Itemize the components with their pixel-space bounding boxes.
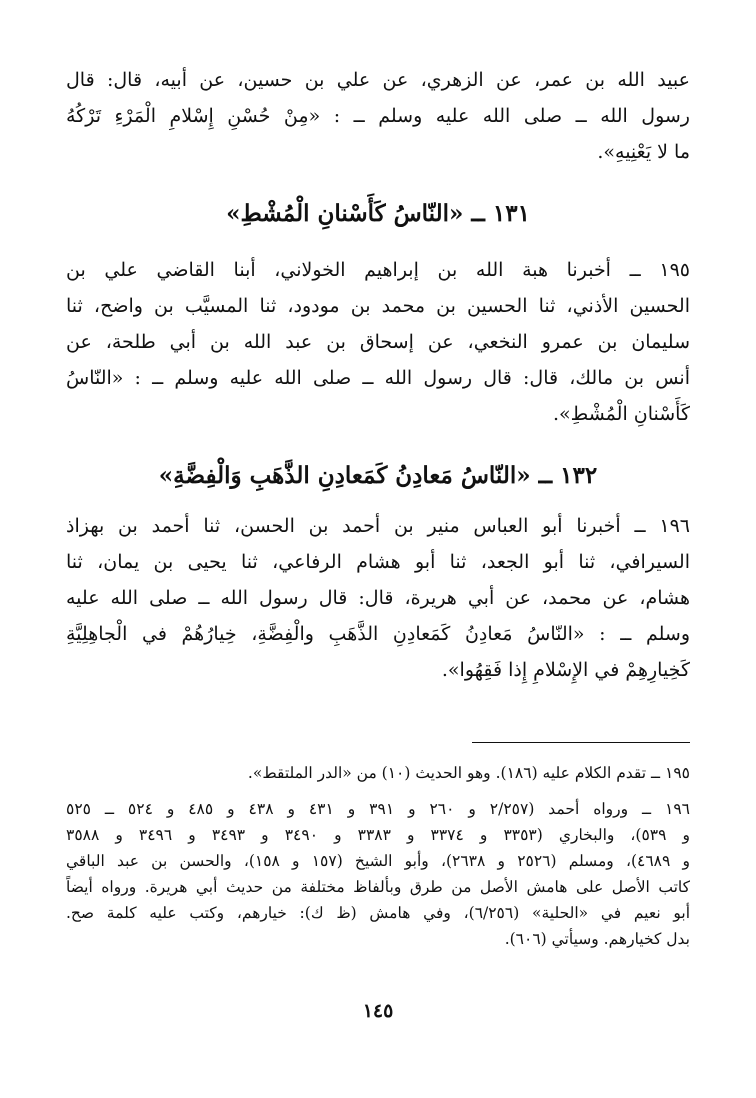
footnote-195: ١٩٥ ــ تقدم الكلام عليه (١٨٦). وهو الحديث (١٠) من «الدر الملتقط». [247,764,690,782]
heading-131: ١٣١ ــ «النّاسُ كَأَسْنانِ الْمُشْطِ» [226,200,530,227]
footnote-divider [472,742,690,743]
footnote-196-line-3: و ٤٦٨٩)، ومسلم (٢٥٢٦ و ٢٦٣٨)، وأبو الشيخ (١٥٧ و ١٥٨)، والحسن بن عبد الباقي [66,852,690,870]
hadith-196-line-4: وسلم ــ : «النّاسُ مَعادِنُ كَمَعادِنِ الذَّهَبِ والْفِضَّةِ، خِيارُهُمْ في الْجاهِلِيَّةِ [66,623,690,645]
hadith-195-line-2: الحسين الأذني، ثنا الحسين بن محمد بن مودود، ثنا المسيَّب بن واضح، ثنا [66,295,690,317]
footnote-196-line-4: كاتب الأصل على هامش الأصل من طرق وبألفاظ مختلفة من حديث أبي هريرة. ورواه أيضاً [66,878,690,896]
intro-line-2: رسول الله ــ صلى الله عليه وسلم ــ : «مِنْ حُسْنِ إِسْلامِ الْمَرْءِ تَرْكُهُ [66,105,690,127]
footnote-196-line-1: ١٩٦ ــ ورواه أحمد (٢/٢٥٧ و ٢٦٠ و ٣٩١ و ٤٣١ و ٤٣٨ و ٤٨٥ و ٥٢٤ ــ ٥٢٥ [66,800,690,818]
intro-line-1: عبيد الله بن عمر، عن الزهري، عن علي بن حسين، عن أبيه، قال: قال [66,69,690,91]
footnote-196-line-6: بدل كخيارهم. وسيأتي (٦٠٦). [504,930,690,948]
intro-line-3: ما لا يَعْنِيهِ». [597,141,690,163]
footnote-196-line-5: أبو نعيم في «الحلية» (٦/٢٥٦)، وفي هامش (ظ ك): خيارهم، وكتب عليه كلمة صح. [66,904,690,922]
heading-132: ١٣٢ ــ «النّاسُ مَعادِنُ كَمَعادِنِ الذَّهَبِ وَالْفِضَّةِ» [158,462,598,489]
hadith-196-line-1: ١٩٦ ــ أخبرنا أبو العباس منير بن أحمد بن الحسن، ثنا أحمد بن بهزاذ [66,515,690,537]
hadith-196-line-2: السيرافي، ثنا أبو الجعد، ثنا أبو هشام الرفاعي، ثنا يحيى بن يمان، ثنا [66,551,690,573]
hadith-195-line-4: أنس بن مالك، قال: قال رسول الله ــ صلى الله عليه وسلم ــ : «النّاسُ [66,367,690,389]
hadith-195-line-1: ١٩٥ ــ أخبرنا هبة الله بن إبراهيم الخولاني، أبنا القاضي علي بن [66,259,690,281]
page-number: ١٤٥ [362,1000,394,1022]
footnote-196-line-2: و ٥٣٩)، والبخاري (٣٣٥٣ و ٣٣٧٤ و ٣٣٨٣ و ٣٤٩٠ و ٣٤٩٣ و ٣٤٩٦ و ٣٥٨٨ [66,826,690,844]
hadith-195-line-5: كَأَسْنانِ الْمُشْطِ». [553,403,690,425]
hadith-196-line-3: هشام، عن محمد، عن أبي هريرة، قال: قال رسول الله ــ صلى الله عليه [66,587,690,609]
hadith-196-line-5: كَخِيارِهِمْ في الإِسْلامِ إِذا فَقِهُوا». [441,659,690,681]
hadith-195-line-3: سليمان بن عمرو النخعي، عن إسحاق بن عبد الله بن أبي طلحة، عن [66,331,690,353]
